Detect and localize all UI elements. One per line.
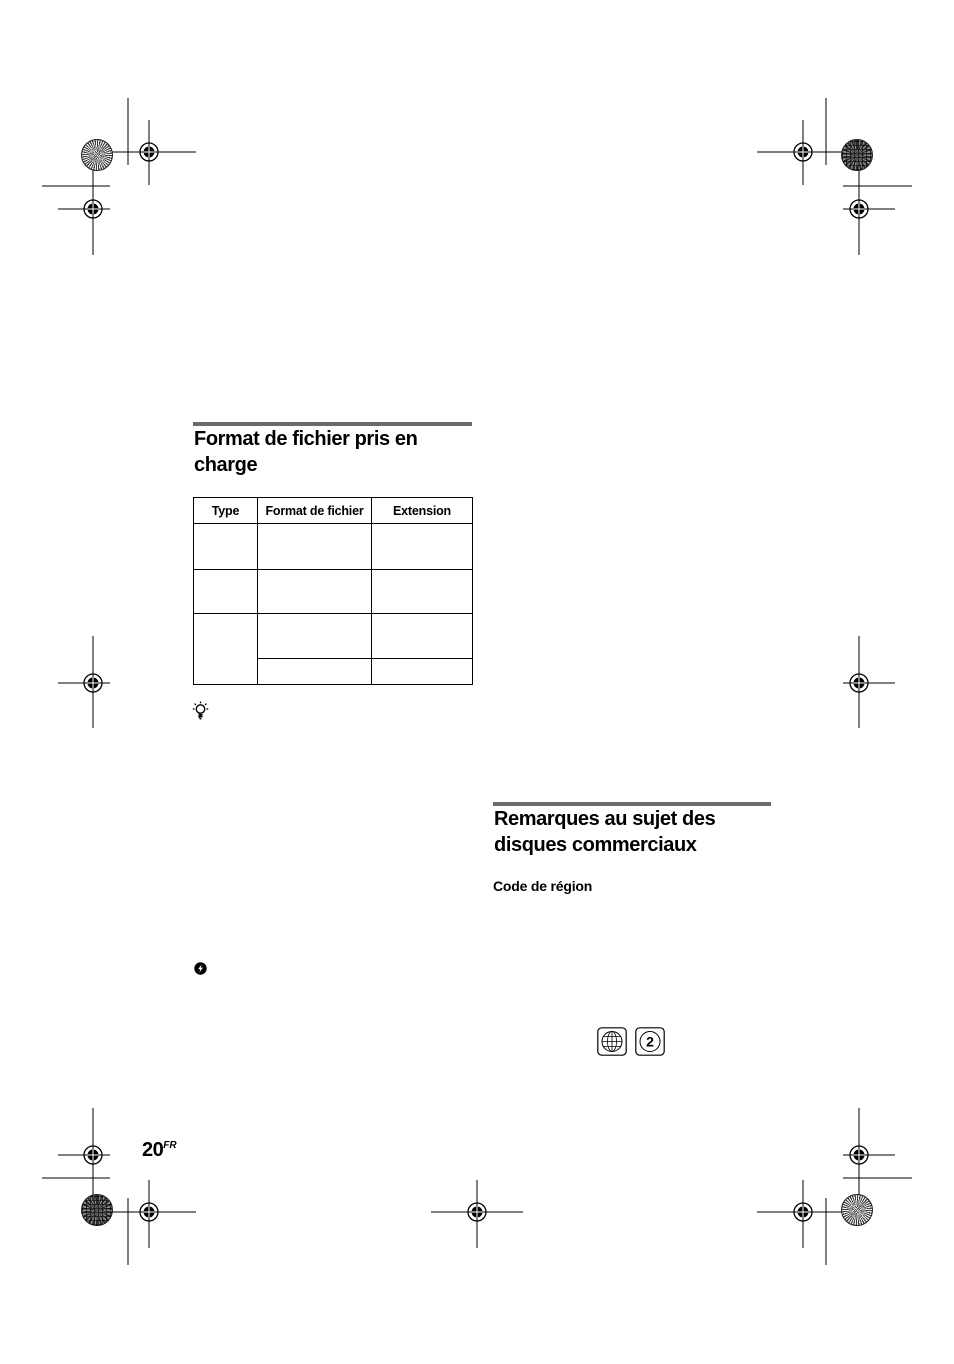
page-number-value: 20 xyxy=(142,1139,164,1161)
registration-ring xyxy=(84,1146,102,1164)
note-icon xyxy=(194,962,207,975)
registration-ring xyxy=(468,1203,486,1221)
table-cell xyxy=(372,524,473,570)
table-cell xyxy=(372,659,473,685)
registration-dot xyxy=(144,147,155,158)
registration-mark xyxy=(757,120,850,185)
registration-mark xyxy=(431,1180,523,1248)
table-header-row xyxy=(194,498,473,524)
region-number-icon xyxy=(635,1027,665,1056)
registration-dot xyxy=(88,1150,99,1161)
registration-mark xyxy=(58,165,110,255)
table-header-extension: Extension xyxy=(372,498,473,524)
registration-dot xyxy=(472,1207,483,1218)
registration-mark xyxy=(100,120,196,185)
registration-ring xyxy=(850,200,868,218)
registration-dot xyxy=(854,204,865,215)
registration-mark xyxy=(757,1180,850,1248)
registration-mark xyxy=(100,1180,196,1248)
page-number-suffix: FR xyxy=(163,1140,177,1151)
page-number xyxy=(142,1134,177,1162)
registration-mark xyxy=(843,165,895,255)
table-cell xyxy=(258,614,372,659)
registration-dot xyxy=(798,1207,809,1218)
registration-dot xyxy=(854,1150,865,1161)
registration-ring xyxy=(850,674,868,692)
section-heading-commercial-discs: Remarques au sujet des disques commerciaux xyxy=(494,808,716,856)
table-header-type: Type xyxy=(194,498,258,524)
table-row xyxy=(194,570,473,614)
table-cell xyxy=(372,570,473,614)
file-format-table xyxy=(193,497,473,685)
table-cell xyxy=(194,524,258,570)
registration-dot xyxy=(88,204,99,215)
registration-ring xyxy=(84,200,102,218)
table-row xyxy=(194,614,473,659)
region-code-subheading: Code de région xyxy=(493,878,593,894)
color-wheel-mark xyxy=(81,1194,113,1226)
color-wheel-mark xyxy=(81,139,113,171)
registration-ring xyxy=(850,1146,868,1164)
tip-icon xyxy=(192,701,209,720)
table-cell xyxy=(258,659,372,685)
table-cell xyxy=(194,570,258,614)
registration-dot xyxy=(854,678,865,689)
registration-ring xyxy=(140,1203,158,1221)
region-number: 2 xyxy=(646,1033,654,1050)
section-heading-file-format: Format de fichier pris en charge xyxy=(194,428,418,476)
table-cell xyxy=(258,570,372,614)
table-row xyxy=(194,524,473,570)
registration-dot xyxy=(88,678,99,689)
registration-dot xyxy=(144,1207,155,1218)
registration-dot xyxy=(798,147,809,158)
registration-mark xyxy=(843,1108,895,1200)
table-cell xyxy=(194,614,258,685)
table-cell xyxy=(372,614,473,659)
table-header-file-format: Format de fichier xyxy=(258,498,372,524)
color-wheel-mark xyxy=(841,1194,873,1226)
registration-mark xyxy=(58,1108,110,1200)
table-cell xyxy=(258,524,372,570)
registration-ring xyxy=(794,143,812,161)
registration-mark xyxy=(58,636,110,728)
registration-ring xyxy=(84,674,102,692)
registration-mark xyxy=(843,636,895,728)
globe-icon xyxy=(597,1027,627,1056)
registration-ring xyxy=(794,1203,812,1221)
color-wheel-mark xyxy=(841,139,873,171)
registration-ring xyxy=(140,143,158,161)
